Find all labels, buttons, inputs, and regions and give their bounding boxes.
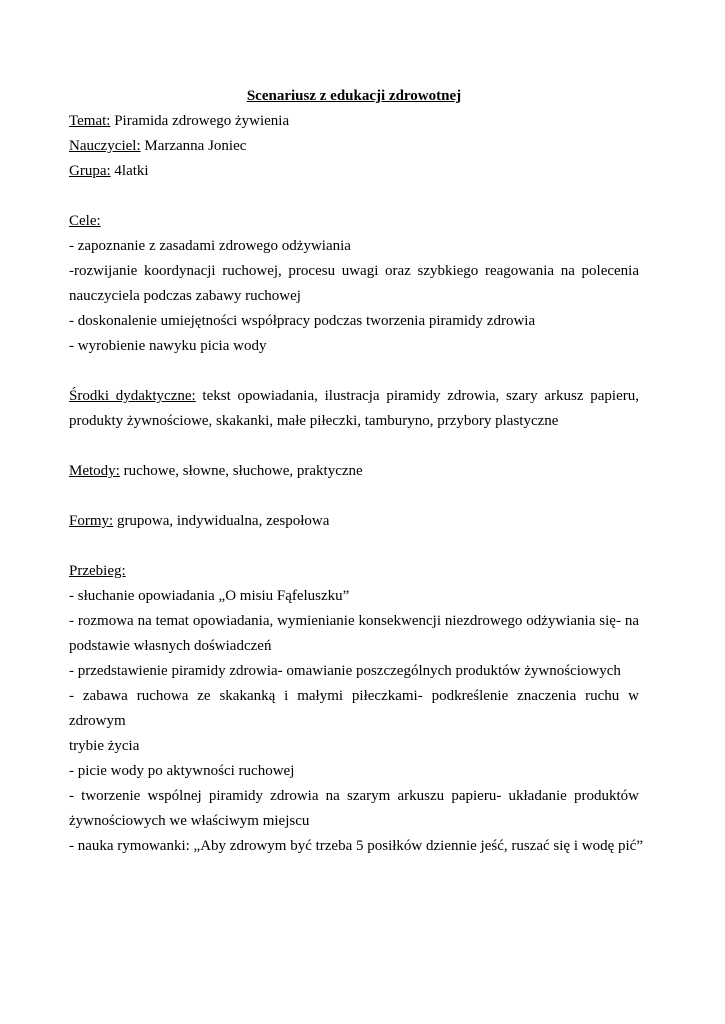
spacer bbox=[69, 534, 639, 559]
srodki-label: Środki dydaktyczne: bbox=[69, 388, 196, 404]
document-title: Scenariusz z edukacji zdrowotnej bbox=[246, 88, 462, 104]
przebieg-item-5: - picie wody po aktywności ruchowej bbox=[69, 763, 295, 779]
przebieg-item-1: - słuchanie opowiadania „O misiu Fąfeluszku” bbox=[69, 588, 350, 604]
document-page bbox=[69, 84, 643, 859]
przebieg-item-4-line-2: trybie życia bbox=[69, 738, 140, 754]
metody-value: ruchowe, słowne, słuchowe, praktyczne bbox=[119, 463, 363, 479]
cele-item-4: - wyrobienie nawyku picia wody bbox=[69, 338, 267, 354]
grupa-label: Grupa: bbox=[69, 163, 111, 179]
spacer bbox=[69, 359, 639, 384]
przebieg-item-7: - nauka rymowanki: „Aby zdrowym być trzeba 5 posiłków dziennie jeść, ruszać się i wodę pić” bbox=[69, 838, 643, 854]
przebieg-item-2-line-1: - rozmowa na temat opowiadania, wymienianie konsekwencji niezdrowego odżywiania się- na bbox=[69, 613, 639, 629]
spacer bbox=[69, 484, 639, 509]
srodki-value-1: tekst opowiadania, ilustracja piramidy zdrowia, szary arkusz papieru, bbox=[195, 388, 639, 404]
metody-label: Metody: bbox=[69, 463, 120, 479]
przebieg-item-6-line-1: - tworzenie wspólnej piramidy zdrowia na szarym arkuszu papieru- układanie produktów bbox=[69, 788, 639, 804]
formy-value: grupowa, indywidualna, zespołowa bbox=[113, 513, 330, 529]
przebieg-item-4-line-1: - zabawa ruchowa ze skakanką i małymi piłeczkami- podkreślenie znaczenia ruchu w zdrowym bbox=[69, 688, 639, 729]
cele-item-1: - zapoznanie z zasadami zdrowego odżywiania bbox=[69, 238, 351, 254]
przebieg-heading: Przebieg: bbox=[69, 563, 126, 579]
temat-line bbox=[69, 109, 639, 134]
przebieg-item-2-line-2: podstawie własnych doświadczeń bbox=[69, 638, 272, 654]
formy-label: Formy: bbox=[69, 513, 114, 529]
przebieg-item-3: - przedstawienie piramidy zdrowia- omawianie poszczególnych produktów żywnościowych bbox=[69, 663, 621, 679]
nauczyciel-line bbox=[69, 134, 639, 159]
metody-line bbox=[69, 459, 639, 484]
przebieg-item-6-line-2: żywnościowych we właściwym miejscu bbox=[69, 813, 310, 829]
cele-item-2-line-1: -rozwijanie koordynacji ruchowej, procesu uwagi oraz szybkiego reagowania na polecenia bbox=[69, 263, 639, 279]
temat-value: Piramida zdrowego żywienia bbox=[110, 113, 290, 129]
cele-heading: Cele: bbox=[69, 213, 101, 229]
cele-item-3: - doskonalenie umiejętności współpracy podczas tworzenia piramidy zdrowia bbox=[69, 313, 536, 329]
przebieg-heading-line bbox=[69, 559, 639, 584]
formy-line bbox=[69, 509, 639, 534]
srodki-line-2: produkty żywnościowe, skakanki, małe piłeczki, tamburyno, przybory plastyczne bbox=[69, 413, 559, 429]
spacer bbox=[69, 434, 639, 459]
nauczyciel-value: Marzanna Joniec bbox=[140, 138, 247, 154]
grupa-value: 4latki bbox=[110, 163, 149, 179]
nauczyciel-label: Nauczyciel: bbox=[69, 138, 141, 154]
cele-item-2-line-2: nauczyciela podczas zabawy ruchowej bbox=[69, 288, 301, 304]
temat-label: Temat: bbox=[69, 113, 111, 129]
srodki-line-1 bbox=[69, 384, 639, 409]
spacer bbox=[69, 184, 639, 209]
grupa-line bbox=[69, 159, 639, 184]
